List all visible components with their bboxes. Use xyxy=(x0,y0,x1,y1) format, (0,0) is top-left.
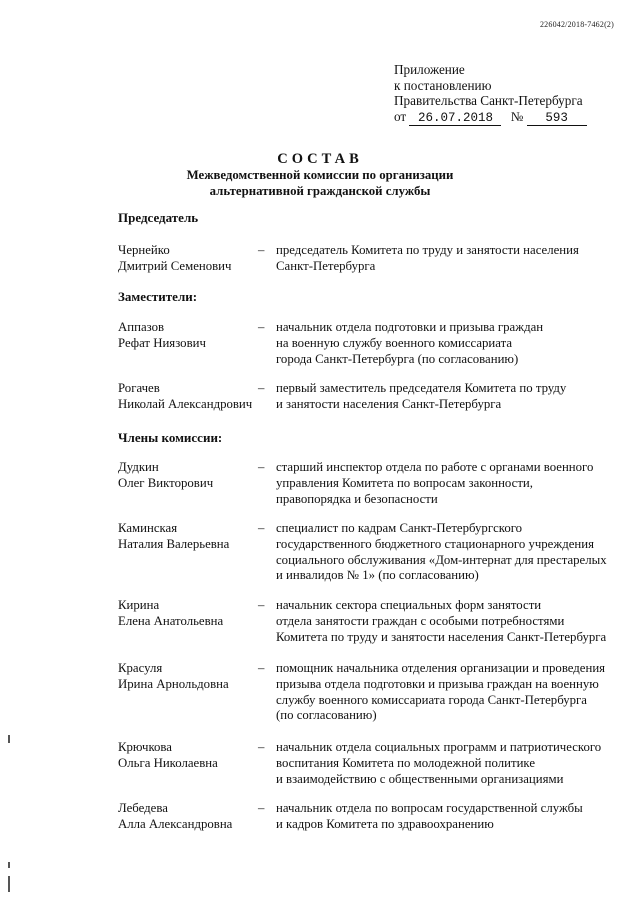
member-surname: Чернейко xyxy=(118,243,170,257)
appendix-from-label: от xyxy=(394,108,407,124)
member-role-line: города Санкт-Петербурга (по согласованию) xyxy=(276,351,519,366)
member-dash: – xyxy=(258,521,265,535)
member-role-line: социального обслуживания «Дом-интернат для престарелых xyxy=(276,552,607,567)
member-given-names: Наталия Валерьевна xyxy=(118,536,230,551)
member-name xyxy=(118,460,268,492)
appendix-line-3: Правительства Санкт-Петербурга xyxy=(394,93,583,108)
member-name xyxy=(118,598,268,630)
member-name xyxy=(118,661,268,693)
member-dash: – xyxy=(258,801,265,815)
member-role xyxy=(276,381,621,413)
member-given-names: Алла Александровна xyxy=(118,816,233,831)
member-role xyxy=(276,460,621,507)
member-role-line: начальник отдела по вопросам государственной службы xyxy=(276,801,583,815)
member-name xyxy=(118,320,268,352)
member-role-line: государственного бюджетного стационарного учреждения xyxy=(276,536,594,551)
member-given-names: Ирина Арнольдовна xyxy=(118,676,229,691)
appendix-line-2: к постановлению xyxy=(394,77,492,93)
title-main: СОСТАВ xyxy=(277,151,363,167)
member-role-line: воспитания Комитета по молодежной политике xyxy=(276,755,536,770)
member-name xyxy=(118,381,268,413)
member-surname: Рогачев xyxy=(118,381,160,395)
member-role-line: старший инспектор отдела по работе с органами военного xyxy=(276,460,594,474)
member-surname: Лебедева xyxy=(118,801,168,815)
member-given-names: Елена Анатольевна xyxy=(118,613,224,628)
member-role-line: призыва отдела подготовки и призыва граждан на военную xyxy=(276,676,599,691)
appendix-date-line xyxy=(394,109,587,126)
member-surname: Каминская xyxy=(118,521,178,535)
member-role-line: Комитета по труду и занятости населения Санкт-Петербурга xyxy=(276,629,607,644)
member-name xyxy=(118,801,268,833)
title-line-2: альтернативной гражданской службы xyxy=(209,183,431,198)
document-registration-number: 226042/2018-7462(2) xyxy=(539,20,614,29)
member-role xyxy=(276,243,621,275)
member-role-line: и кадров Комитета по здравоохранению xyxy=(276,816,494,831)
member-surname: Красуля xyxy=(118,661,163,675)
member-dash: – xyxy=(258,740,265,754)
member-dash: – xyxy=(258,381,265,395)
member-role xyxy=(276,740,621,787)
appendix-header xyxy=(394,62,587,126)
member-given-names: Олег Викторович xyxy=(118,475,214,490)
member-role-line: Санкт-Петербурга xyxy=(276,258,376,273)
member-surname: Дудкин xyxy=(118,460,159,474)
member-dash: – xyxy=(258,243,265,257)
member-role-line: и занятости населения Санкт-Петербурга xyxy=(276,396,502,411)
member-role xyxy=(276,320,621,367)
member-role-line: отдела занятости граждан с особыми потребностями xyxy=(276,613,565,628)
member-given-names: Рефат Ниязович xyxy=(118,335,206,350)
member-dash: – xyxy=(258,320,265,334)
member-role xyxy=(276,801,621,833)
member-role-line: специалист по кадрам Санкт-Петербургского xyxy=(276,521,523,535)
member-role-line: начальник сектора специальных форм занятости xyxy=(276,598,542,612)
member-name xyxy=(118,521,268,553)
member-role-line: управления Комитета по вопросам законности, xyxy=(276,475,533,490)
appendix-line-1: Приложение xyxy=(394,62,465,77)
scan-mark xyxy=(8,735,10,743)
appendix-number-sign: № xyxy=(510,108,524,124)
document-title xyxy=(0,150,640,199)
member-role-line: на военную службу военного комиссариата xyxy=(276,335,513,350)
member-role xyxy=(276,598,621,645)
title-line-1: Межведомственной комиссии по организации xyxy=(186,168,454,182)
scan-mark xyxy=(8,876,10,892)
appendix-number: 593 xyxy=(527,112,587,126)
member-dash: – xyxy=(258,661,265,675)
member-role-line: (по согласованию) xyxy=(276,708,377,723)
member-role-line: начальник отдела подготовки и призыва граждан xyxy=(276,320,544,334)
member-role-line: помощник начальника отделения организации и проведения xyxy=(276,661,606,675)
member-given-names: Дмитрий Семенович xyxy=(118,258,232,273)
member-role-line: и инвалидов № 1» (по согласованию) xyxy=(276,568,479,583)
member-role xyxy=(276,661,621,724)
member-given-names: Николай Александрович xyxy=(118,396,253,411)
member-surname: Аппазов xyxy=(118,320,165,334)
member-role-line: правопорядка и безопасности xyxy=(276,491,438,506)
section-deputies: Заместители: xyxy=(118,289,198,304)
scan-mark xyxy=(8,862,10,868)
member-role-line: и взаимодействию с общественными организациями xyxy=(276,771,564,786)
member-role-line: начальник отдела социальных программ и патриотического xyxy=(276,740,602,754)
member-role-line: председатель Комитета по труду и занятости населения xyxy=(276,243,579,257)
section-members: Члены комиссии: xyxy=(118,430,223,445)
member-dash: – xyxy=(258,598,265,612)
member-surname: Крючкова xyxy=(118,740,172,754)
member-role xyxy=(276,521,621,584)
section-chairman: Председатель xyxy=(118,210,199,225)
member-role-line: первый заместитель председателя Комитета по труду xyxy=(276,381,567,395)
member-dash: – xyxy=(258,460,265,474)
appendix-date: 26.07.2018 xyxy=(409,112,501,126)
member-role-line: службу военного комиссариата города Санкт-Петербурга xyxy=(276,692,587,707)
member-surname: Кирина xyxy=(118,598,160,612)
member-name xyxy=(118,243,268,275)
member-name xyxy=(118,740,268,772)
member-given-names: Ольга Николаевна xyxy=(118,755,218,770)
